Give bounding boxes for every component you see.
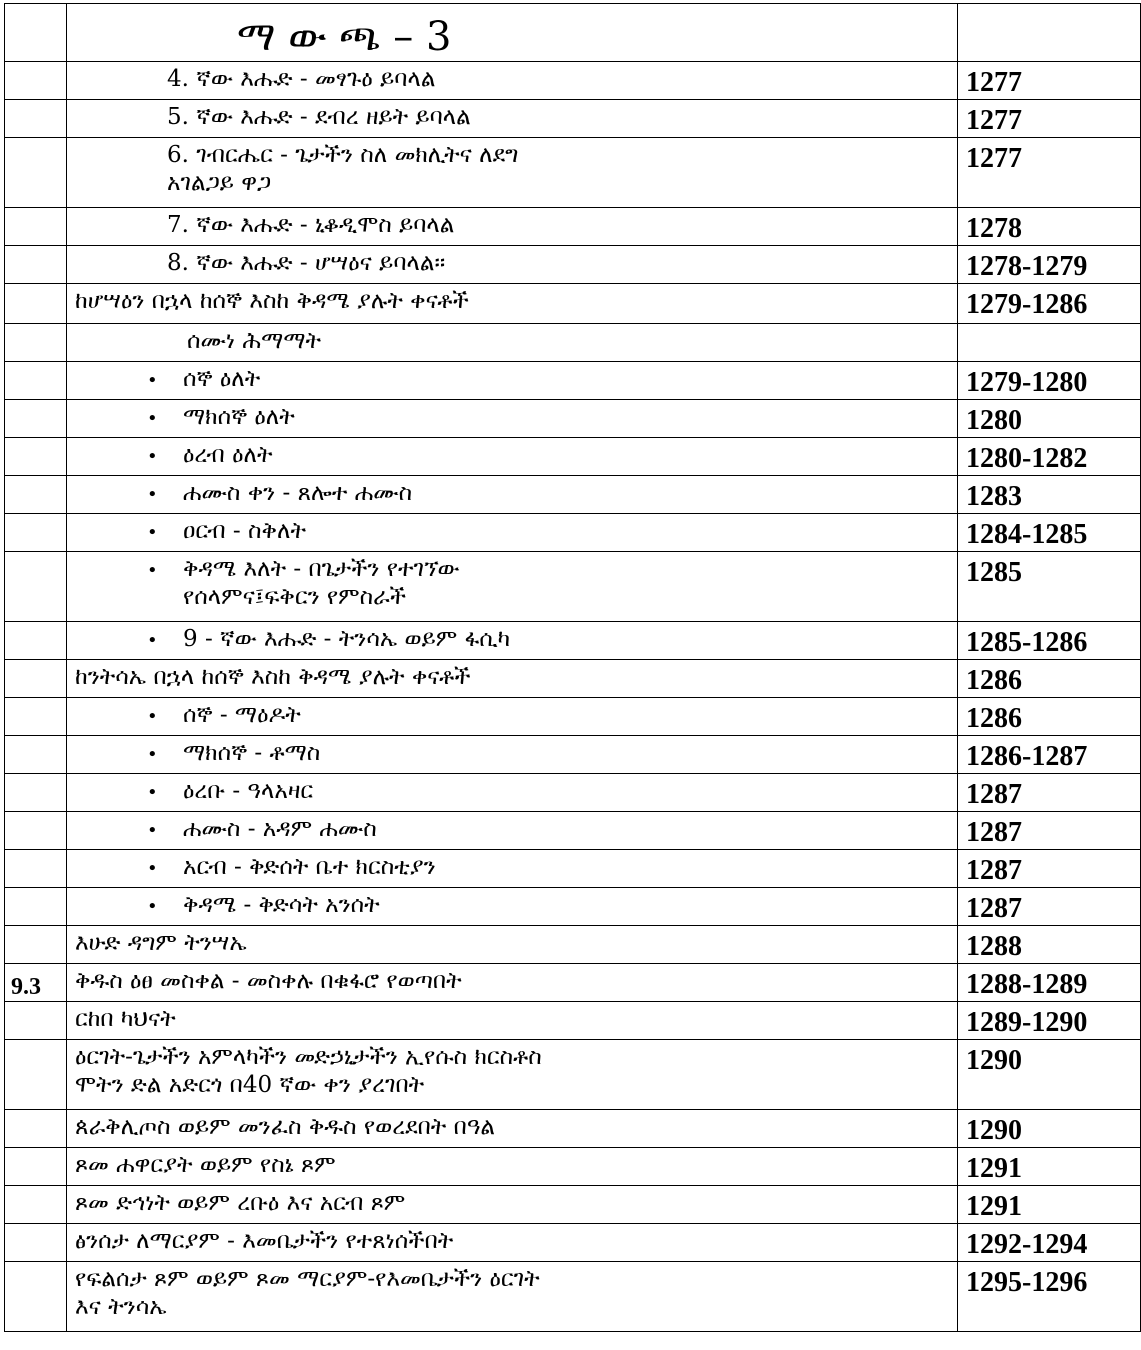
table-row — [5, 138, 1141, 208]
page-number-cell — [958, 100, 1141, 138]
table-row — [5, 1148, 1141, 1186]
section-number-cell — [5, 284, 67, 324]
section-number-cell — [5, 774, 67, 812]
entry-title: 8. ኛው እሑድ - ሆሣዕና ይባላል። — [167, 250, 446, 276]
page-number: 1287 — [966, 779, 1022, 810]
section-number-cell — [5, 138, 67, 208]
page-number-cell — [958, 362, 1141, 400]
page-number: 1280 — [966, 405, 1022, 436]
entry-title: የፍልሰታ ጾም ወይም ጾመ ማርያም-የእመቤታችን ዕርገት እና ትንሳኤ — [75, 1266, 540, 1320]
page-number — [958, 324, 1140, 330]
section-number-cell — [5, 324, 67, 362]
table-row — [5, 552, 1141, 622]
title-row — [5, 4, 1141, 62]
entry-title: ርከበ ካህናት — [75, 1006, 176, 1032]
section-number-cell — [5, 622, 67, 660]
table-row — [5, 1040, 1141, 1110]
section-number-cell — [5, 208, 67, 246]
entry-title: ሰሙነ ሕማማት — [187, 328, 321, 354]
page-number-cell — [958, 62, 1141, 100]
table-row — [5, 1262, 1141, 1332]
entry-text: ሰኞ - ማዕዶት — [183, 702, 301, 728]
section-number — [5, 774, 66, 784]
page-number: 1287 — [966, 817, 1022, 848]
entry-title — [67, 362, 957, 395]
entry-title: ቅዱስ ዕፀ መስቀል - መስቀሉ በቁፋሮ የወጣበት — [75, 968, 462, 994]
page-number-cell — [958, 1224, 1141, 1262]
section-number-cell — [5, 1110, 67, 1148]
entry-title — [67, 514, 957, 547]
entry-text: ሐሙስ ቀን - ጸሎተ ሐሙስ — [183, 480, 413, 506]
entry-title-cell — [67, 964, 958, 1002]
bullet-icon: • — [147, 560, 158, 581]
bullet-icon: • — [147, 522, 158, 543]
page-number-cell — [958, 1262, 1141, 1332]
table-row — [5, 888, 1141, 926]
page-number-cell — [958, 284, 1141, 324]
entry-title — [67, 400, 957, 433]
entry-title-cell — [67, 1148, 958, 1186]
entry-title-cell — [67, 438, 958, 476]
section-number-cell — [5, 888, 67, 926]
page-number-cell — [958, 246, 1141, 284]
page-number-cell — [958, 1040, 1141, 1110]
page-number: 1289-1290 — [966, 1007, 1088, 1038]
section-number-cell — [5, 362, 67, 400]
page-number: 1290 — [966, 1115, 1022, 1146]
page-number-cell — [958, 476, 1141, 514]
section-number-cell — [5, 964, 67, 1002]
page-number: 1280-1282 — [966, 443, 1088, 474]
table-row — [5, 208, 1141, 246]
entry-title — [67, 438, 957, 471]
table-row — [5, 622, 1141, 660]
entry-title — [67, 622, 957, 655]
entry-title: ከንትሳኤ በኋላ ከሰኞ እስከ ቅዳሜ ያሉት ቀናቶች — [75, 664, 471, 690]
entry-title — [67, 552, 957, 611]
table-row — [5, 698, 1141, 736]
entry-title: ዕርገት-ጌታችን አምላካችን መድኃኒታችን ኢየሱስ ክርስቶስ ሞትን ድል አድርጎ በ40 ኛው ቀን ያረገበት — [75, 1044, 542, 1098]
bullet-icon: • — [147, 896, 158, 917]
table-row — [5, 850, 1141, 888]
page-number-cell — [958, 736, 1141, 774]
section-number-cell — [5, 1262, 67, 1332]
page-number: 1292-1294 — [966, 1229, 1088, 1260]
section-number — [5, 888, 66, 898]
entry-title-cell — [67, 812, 958, 850]
entry-title-cell — [67, 622, 958, 660]
page-number-cell — [958, 138, 1141, 208]
section-number-cell — [5, 926, 67, 964]
entry-title: ጰራቅሊጦስ ወይም መንፈስ ቅዱስ የወረደበት በዓል — [75, 1114, 495, 1140]
page-number: 1290 — [966, 1045, 1022, 1076]
entry-title-cell — [67, 362, 958, 400]
entry-title-cell — [67, 552, 958, 622]
section-number — [5, 622, 66, 632]
entry-text: ማክሰኞ ዕለት — [183, 404, 295, 430]
entry-text: ሐሙስ - አዳም ሐሙስ — [183, 816, 377, 842]
page-number-cell — [958, 324, 1141, 362]
entry-text: ቅዳሜ እለት - በጌታችን የተገኘው የሰላምና፤ፍቅርን የምስራች — [183, 556, 460, 610]
page-number-cell — [958, 698, 1141, 736]
page-number: 1283 — [966, 481, 1022, 512]
table-row — [5, 400, 1141, 438]
table-row — [5, 246, 1141, 284]
entry-title — [67, 812, 957, 845]
entry-title-cell — [67, 1186, 958, 1224]
page-number: 1288-1289 — [966, 969, 1088, 1000]
section-number-cell — [5, 62, 67, 100]
entry-text: ዐርብ - ስቅለት — [183, 518, 306, 544]
entry-title: ከሆሣዕን በኋላ ከሰኞ እስከ ቅዳሜ ያሉት ቀናቶች — [75, 288, 469, 314]
entry-title-cell — [67, 1224, 958, 1262]
entry-text: ዕረብ ዕለት — [183, 442, 273, 468]
page-number: 1285 — [966, 557, 1022, 588]
table-row — [5, 1110, 1141, 1148]
entry-title-cell — [67, 284, 958, 324]
entry-title-cell — [67, 660, 958, 698]
entry-title: ጾመ ሐዋርያት ወይም የስኔ ጾም — [75, 1152, 336, 1178]
section-number — [5, 1262, 66, 1272]
entry-title-cell — [67, 476, 958, 514]
page-number-cell — [958, 1186, 1141, 1224]
table-of-contents — [4, 3, 1141, 1332]
section-number — [5, 660, 66, 670]
page-number-cell — [958, 888, 1141, 926]
entry-title — [67, 888, 957, 921]
entry-title — [67, 850, 957, 883]
entry-text: ሰኞ ዕለት — [183, 366, 261, 392]
page-number: 1286-1287 — [966, 741, 1088, 772]
page-number: 1279-1286 — [966, 289, 1088, 320]
entry-title-cell — [67, 1040, 958, 1110]
entry-title-cell — [67, 62, 958, 100]
page-number: 1288 — [966, 931, 1022, 962]
section-number — [5, 1186, 66, 1196]
table-row — [5, 660, 1141, 698]
section-number — [5, 400, 66, 410]
page-number: 1278-1279 — [966, 251, 1088, 282]
page-number: 1291 — [966, 1153, 1022, 1184]
table-row — [5, 1002, 1141, 1040]
table-row — [5, 1186, 1141, 1224]
table-row — [5, 1224, 1141, 1262]
page-number: 1279-1280 — [966, 367, 1088, 398]
page-number: 1287 — [966, 893, 1022, 924]
title-page-cell — [958, 4, 1141, 62]
entry-title-cell — [67, 926, 958, 964]
table-row — [5, 926, 1141, 964]
page-number-cell — [958, 1110, 1141, 1148]
page-number-cell — [958, 850, 1141, 888]
section-number — [5, 284, 66, 294]
section-number — [5, 1224, 66, 1234]
section-number — [5, 926, 66, 936]
entry-text: አርብ - ቅድሰት ቤተ ክርስቲያን — [183, 854, 436, 880]
section-number-cell — [5, 100, 67, 138]
entry-title-cell — [67, 850, 958, 888]
page-number-cell — [958, 552, 1141, 622]
section-number-cell — [5, 1002, 67, 1040]
entry-title-cell — [67, 888, 958, 926]
page-number: 1277 — [966, 143, 1022, 174]
page-title: ማ ው ጫ – 3 — [67, 4, 958, 62]
bullet-icon: • — [147, 744, 158, 765]
bullet-icon: • — [147, 446, 158, 467]
page-number-cell — [958, 660, 1141, 698]
entry-title-cell — [67, 246, 958, 284]
table-row — [5, 62, 1141, 100]
entry-title-cell — [67, 208, 958, 246]
bullet-icon: • — [147, 408, 158, 429]
entry-title-cell — [67, 324, 958, 362]
section-number — [5, 1148, 66, 1158]
section-number — [5, 100, 66, 110]
entry-title-cell — [67, 698, 958, 736]
section-number — [5, 1110, 66, 1120]
page-number-cell — [958, 400, 1141, 438]
table-row — [5, 100, 1141, 138]
entry-title-cell — [67, 514, 958, 552]
page-number-cell — [958, 774, 1141, 812]
bullet-icon: • — [147, 370, 158, 391]
page-number: 1287 — [966, 855, 1022, 886]
section-number — [5, 1002, 66, 1012]
section-number-cell — [5, 1040, 67, 1110]
section-number — [5, 208, 66, 218]
entry-title: 5. ኛው እሑድ - ደብረ ዘይት ይባላል — [167, 104, 471, 130]
page-number: 1277 — [966, 105, 1022, 136]
entry-title-cell — [67, 400, 958, 438]
bullet-icon: • — [147, 706, 158, 727]
section-number-cell — [5, 698, 67, 736]
section-number — [5, 552, 66, 562]
page-number-cell — [958, 1002, 1141, 1040]
table-row — [5, 736, 1141, 774]
table-row — [5, 362, 1141, 400]
entry-title-cell — [67, 100, 958, 138]
section-number-cell — [5, 400, 67, 438]
page-number-cell — [958, 438, 1141, 476]
entry-text: 9 - ኛው እሑድ - ትንሳኤ ወይም ፋሲካ — [183, 626, 511, 652]
section-number — [5, 736, 66, 746]
entry-title-cell — [67, 138, 958, 208]
entry-text: ማክሰኞ - ቶማስ — [183, 740, 321, 766]
page-number-cell — [958, 964, 1141, 1002]
table-row — [5, 964, 1141, 1002]
section-number-cell — [5, 812, 67, 850]
page-number: 1278 — [966, 213, 1022, 244]
section-number-cell — [5, 438, 67, 476]
section-number-cell — [5, 552, 67, 622]
page-number: 1295-1296 — [966, 1267, 1088, 1298]
section-number-cell — [5, 246, 67, 284]
section-number — [5, 476, 66, 486]
entry-title-cell — [67, 1110, 958, 1148]
section-number — [5, 1040, 66, 1050]
section-number — [5, 438, 66, 448]
entry-title-cell — [67, 736, 958, 774]
table-row — [5, 514, 1141, 552]
page-number: 1277 — [966, 67, 1022, 98]
entry-title — [67, 774, 957, 807]
page-number-cell — [958, 926, 1141, 964]
page-number: 1284-1285 — [966, 519, 1088, 550]
entry-text: ዕረቡ - ዓላአዛር — [183, 778, 314, 804]
section-number-cell — [5, 1186, 67, 1224]
section-number — [5, 362, 66, 372]
page-number: 1286 — [966, 665, 1022, 696]
section-number — [5, 812, 66, 822]
section-number-cell — [5, 1148, 67, 1186]
entry-title — [67, 698, 957, 731]
page-number: 1286 — [966, 703, 1022, 734]
page-number-cell — [958, 622, 1141, 660]
section-number — [5, 138, 66, 148]
table-row — [5, 812, 1141, 850]
section-number-cell — [5, 1224, 67, 1262]
section-number — [5, 514, 66, 524]
section-number-cell — [5, 660, 67, 698]
entry-title — [67, 476, 957, 509]
section-number — [5, 62, 66, 72]
entry-title-cell — [67, 1002, 958, 1040]
title-section-cell — [5, 4, 67, 62]
section-number — [5, 246, 66, 256]
page-number-cell — [958, 812, 1141, 850]
table-row — [5, 324, 1141, 362]
bullet-icon: • — [147, 820, 158, 841]
table-row — [5, 284, 1141, 324]
section-number-cell — [5, 736, 67, 774]
page-number-cell — [958, 514, 1141, 552]
entry-text: ቅዳሜ - ቅድሳት አንሰት — [183, 892, 380, 918]
section-number-cell — [5, 850, 67, 888]
section-number-cell — [5, 514, 67, 552]
entry-title: 4. ኛው እሑድ - መፃጉዕ ይባላል — [167, 66, 436, 92]
entry-title: ፅንሰታ ለማርያም - እመቤታችን የተጸነሰችበት — [75, 1228, 454, 1254]
section-number: 9.3 — [11, 974, 41, 1000]
bullet-icon: • — [147, 630, 158, 651]
bullet-icon: • — [147, 782, 158, 803]
entry-title: ጾመ ድኅነት ወይም ረቡዕ እና አርብ ጾም — [75, 1190, 406, 1216]
section-number — [5, 850, 66, 860]
entry-title: 6. ገብርሔር - ጌታችን ስለ መክሊትና ለደግ አገልጋይ ዋጋ — [167, 142, 519, 196]
page-number-cell — [958, 1148, 1141, 1186]
table-row — [5, 438, 1141, 476]
page-number: 1291 — [966, 1191, 1022, 1222]
table-row — [5, 774, 1141, 812]
section-number — [5, 698, 66, 708]
entry-title: 7. ኛው እሑድ - ኒቆዲሞስ ይባላል — [167, 212, 455, 238]
table-row — [5, 476, 1141, 514]
section-number — [5, 324, 66, 334]
entry-title: እሁድ ዳግም ትንሣኤ — [75, 930, 247, 956]
bullet-icon: • — [147, 858, 158, 879]
page-number-cell — [958, 208, 1141, 246]
page-number: 1285-1286 — [966, 627, 1088, 658]
section-number-cell — [5, 476, 67, 514]
bullet-icon: • — [147, 484, 158, 505]
entry-title-cell — [67, 1262, 958, 1332]
entry-title — [67, 736, 957, 769]
entry-title-cell — [67, 774, 958, 812]
